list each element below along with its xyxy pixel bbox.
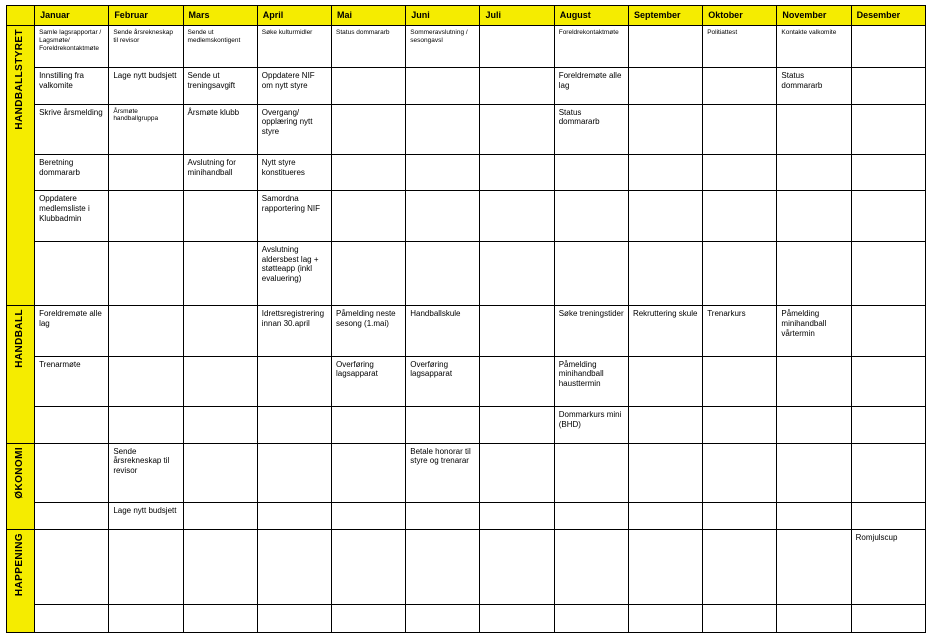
- table-row: [7, 356, 926, 406]
- cell-s0-r3-c2[interactable]: Avslutning for minihandball: [183, 154, 257, 190]
- table-row: [7, 241, 926, 305]
- cell-s1-r2-c3[interactable]: [257, 407, 331, 443]
- cell-s3-r0-c4[interactable]: [332, 530, 406, 604]
- cell-s0-r0-c2[interactable]: Sende ut medlemskontigent: [183, 26, 257, 68]
- cell-s3-r0-c8[interactable]: [628, 530, 702, 604]
- cell-s2-r0-c0[interactable]: [35, 443, 109, 503]
- cell-s0-r2-c6[interactable]: [480, 104, 554, 154]
- cell-s3-r1-c4[interactable]: [332, 604, 406, 632]
- cell-s3-r1-c0[interactable]: [35, 604, 109, 632]
- cell-s0-r0-c0[interactable]: Samle lagsrapportar / Lagsmøte/ Foreldrekontaktmøte: [35, 26, 109, 68]
- cell-s0-r4-c8[interactable]: [628, 191, 702, 241]
- cell-s1-r0-c9[interactable]: Trenarkurs: [703, 306, 777, 356]
- cell-s3-r1-c1[interactable]: [109, 604, 183, 632]
- cell-s2-r0-c6[interactable]: [480, 443, 554, 503]
- cell-s0-r4-c5[interactable]: [406, 191, 480, 241]
- cell-s0-r3-c7[interactable]: [554, 154, 628, 190]
- cell-s1-r2-c0[interactable]: [35, 407, 109, 443]
- cell-s1-r1-c11[interactable]: [851, 356, 925, 406]
- cell-s0-r5-c9[interactable]: [703, 241, 777, 305]
- cell-s2-r1-c8[interactable]: [628, 503, 702, 530]
- yearwheel-plan-sheet: [6, 5, 926, 633]
- cell-s2-r1-c11[interactable]: [851, 503, 925, 530]
- cell-s1-r2-c2[interactable]: [183, 407, 257, 443]
- cell-s0-r1-c10[interactable]: Status dommararb: [777, 68, 851, 104]
- column-header-mai: Mai: [332, 6, 406, 26]
- cell-s0-r3-c4[interactable]: [332, 154, 406, 190]
- cell-s1-r0-c10[interactable]: Påmelding minihandball vårtermin: [777, 306, 851, 356]
- cell-s2-r1-c1[interactable]: Lage nytt budsjett: [109, 503, 183, 530]
- cell-s1-r0-c5[interactable]: Handballskule: [406, 306, 480, 356]
- cell-s0-r4-c9[interactable]: [703, 191, 777, 241]
- cell-s0-r5-c6[interactable]: [480, 241, 554, 305]
- cell-s2-r0-c7[interactable]: [554, 443, 628, 503]
- cell-s0-r1-c4[interactable]: [332, 68, 406, 104]
- column-header-august: August: [554, 6, 628, 26]
- cell-s1-r0-c0[interactable]: Foreldremøte alle lag: [35, 306, 109, 356]
- cell-s0-r1-c11[interactable]: [851, 68, 925, 104]
- cell-s0-r3-c3[interactable]: Nytt styre konstitueres: [257, 154, 331, 190]
- cell-s1-r1-c4[interactable]: Overføring lagsapparat: [332, 356, 406, 406]
- cell-s0-r5-c7[interactable]: [554, 241, 628, 305]
- cell-s0-r1-c3[interactable]: Oppdatere NIF om nytt styre: [257, 68, 331, 104]
- cell-s1-r2-c7[interactable]: Dommarkurs mini (BHD): [554, 407, 628, 443]
- cell-s0-r4-c0[interactable]: Oppdatere medlemsliste i Klubbadmin: [35, 191, 109, 241]
- cell-s2-r0-c4[interactable]: [332, 443, 406, 503]
- cell-s1-r1-c3[interactable]: [257, 356, 331, 406]
- column-header-april: April: [257, 6, 331, 26]
- cell-s1-r1-c10[interactable]: [777, 356, 851, 406]
- cell-s1-r0-c3[interactable]: Idrettsregistrering innan 30.april: [257, 306, 331, 356]
- table-row: [7, 443, 926, 503]
- cell-s0-r3-c5[interactable]: [406, 154, 480, 190]
- cell-s3-r0-c7[interactable]: [554, 530, 628, 604]
- cell-s0-r5-c0[interactable]: [35, 241, 109, 305]
- cell-s0-r0-c10[interactable]: Kontakte valkomite: [777, 26, 851, 68]
- cell-s0-r3-c9[interactable]: [703, 154, 777, 190]
- table-row: [7, 530, 926, 604]
- cell-s0-r4-c10[interactable]: [777, 191, 851, 241]
- column-header-juni: Juni: [406, 6, 480, 26]
- cell-s1-r1-c1[interactable]: [109, 356, 183, 406]
- cell-s0-r5-c5[interactable]: [406, 241, 480, 305]
- cell-s3-r1-c5[interactable]: [406, 604, 480, 632]
- cell-s0-r1-c1[interactable]: Lage nytt budsjett: [109, 68, 183, 104]
- cell-s1-r2-c8[interactable]: [628, 407, 702, 443]
- cell-s0-r0-c5[interactable]: Sommeravslutning / sesongavsl: [406, 26, 480, 68]
- cell-s0-r2-c5[interactable]: [406, 104, 480, 154]
- cell-s0-r4-c6[interactable]: [480, 191, 554, 241]
- cell-s0-r2-c4[interactable]: [332, 104, 406, 154]
- table-row: [7, 604, 926, 632]
- cell-s0-r4-c11[interactable]: [851, 191, 925, 241]
- cell-s1-r0-c6[interactable]: [480, 306, 554, 356]
- cell-s2-r1-c9[interactable]: [703, 503, 777, 530]
- cell-s0-r1-c5[interactable]: [406, 68, 480, 104]
- cell-s0-r3-c10[interactable]: [777, 154, 851, 190]
- table-row: [7, 154, 926, 190]
- cell-s1-r2-c9[interactable]: [703, 407, 777, 443]
- cell-s3-r0-c2[interactable]: [183, 530, 257, 604]
- cell-s2-r0-c8[interactable]: [628, 443, 702, 503]
- cell-s2-r0-c5[interactable]: Betale honorar til styre og trenarar: [406, 443, 480, 503]
- cell-s3-r0-c11[interactable]: Romjulscup: [851, 530, 925, 604]
- table-row: [7, 407, 926, 443]
- table-row: [7, 26, 926, 68]
- cell-s1-r2-c5[interactable]: [406, 407, 480, 443]
- cell-s0-r1-c0[interactable]: Innstilling fra valkomite: [35, 68, 109, 104]
- cell-s1-r1-c8[interactable]: [628, 356, 702, 406]
- cell-s3-r0-c10[interactable]: [777, 530, 851, 604]
- cell-s1-r1-c9[interactable]: [703, 356, 777, 406]
- cell-s0-r2-c3[interactable]: Overgang/ opplæring nytt styre: [257, 104, 331, 154]
- cell-s1-r0-c2[interactable]: [183, 306, 257, 356]
- cell-s2-r1-c3[interactable]: [257, 503, 331, 530]
- section-label-3: [7, 530, 35, 633]
- section-label-text: ØKONOMI: [14, 446, 26, 499]
- column-header-januar: Januar: [35, 6, 109, 26]
- section-label-2: [7, 443, 35, 529]
- cell-s0-r3-c6[interactable]: [480, 154, 554, 190]
- cell-s0-r2-c7[interactable]: Status dommararb: [554, 104, 628, 154]
- cell-s3-r1-c6[interactable]: [480, 604, 554, 632]
- cell-s3-r1-c9[interactable]: [703, 604, 777, 632]
- cell-s1-r2-c10[interactable]: [777, 407, 851, 443]
- cell-s3-r0-c5[interactable]: [406, 530, 480, 604]
- cell-s0-r5-c1[interactable]: [109, 241, 183, 305]
- section-label-text: HANDBALL: [14, 309, 26, 369]
- cell-s0-r1-c7[interactable]: Foreldremøte alle lag: [554, 68, 628, 104]
- cell-s0-r0-c11[interactable]: [851, 26, 925, 68]
- cell-s0-r2-c1[interactable]: Årsmøte handballgruppa: [109, 104, 183, 154]
- table-row: [7, 306, 926, 356]
- cell-s0-r5-c11[interactable]: [851, 241, 925, 305]
- cell-s0-r3-c0[interactable]: Beretning dommararb: [35, 154, 109, 190]
- cell-s0-r5-c8[interactable]: [628, 241, 702, 305]
- cell-s2-r1-c0[interactable]: [35, 503, 109, 530]
- cell-s3-r0-c1[interactable]: [109, 530, 183, 604]
- month-header-row: [7, 6, 926, 26]
- table-row: [7, 104, 926, 154]
- cell-s3-r1-c8[interactable]: [628, 604, 702, 632]
- cell-s3-r1-c11[interactable]: [851, 604, 925, 632]
- cell-s1-r0-c8[interactable]: Rekruttering skule: [628, 306, 702, 356]
- cell-s1-r1-c6[interactable]: [480, 356, 554, 406]
- cell-s0-r5-c3[interactable]: Avslutning aldersbest lag + støtteapp (inkl evaluering): [257, 241, 331, 305]
- cell-s2-r1-c6[interactable]: [480, 503, 554, 530]
- cell-s0-r0-c8[interactable]: [628, 26, 702, 68]
- table-row: [7, 503, 926, 530]
- cell-s1-r0-c11[interactable]: [851, 306, 925, 356]
- cell-s2-r0-c10[interactable]: [777, 443, 851, 503]
- cell-s2-r1-c4[interactable]: [332, 503, 406, 530]
- section-label-1: [7, 306, 35, 443]
- cell-s2-r1-c10[interactable]: [777, 503, 851, 530]
- cell-s1-r0-c1[interactable]: [109, 306, 183, 356]
- column-header-juli: Juli: [480, 6, 554, 26]
- cell-s2-r0-c11[interactable]: [851, 443, 925, 503]
- section-label-text: HAPPENING: [14, 533, 26, 597]
- cell-s0-r0-c3[interactable]: Søke kulturmidler: [257, 26, 331, 68]
- cell-s1-r2-c11[interactable]: [851, 407, 925, 443]
- cell-s3-r0-c3[interactable]: [257, 530, 331, 604]
- cell-s0-r3-c1[interactable]: [109, 154, 183, 190]
- plan-body: [7, 26, 926, 633]
- cell-s0-r3-c8[interactable]: [628, 154, 702, 190]
- cell-s0-r4-c4[interactable]: [332, 191, 406, 241]
- table-corner-cell: [7, 6, 35, 26]
- cell-s0-r0-c4[interactable]: Status dommararb: [332, 26, 406, 68]
- cell-s0-r5-c2[interactable]: [183, 241, 257, 305]
- column-header-februar: Februar: [109, 6, 183, 26]
- cell-s0-r4-c3[interactable]: Samordna rapportering NIF: [257, 191, 331, 241]
- cell-s0-r1-c2[interactable]: Sende ut treningsavgift: [183, 68, 257, 104]
- cell-s0-r2-c9[interactable]: [703, 104, 777, 154]
- cell-s3-r1-c10[interactable]: [777, 604, 851, 632]
- cell-s0-r4-c2[interactable]: [183, 191, 257, 241]
- column-header-september: September: [628, 6, 702, 26]
- cell-s1-r0-c7[interactable]: Søke treningstider: [554, 306, 628, 356]
- cell-s1-r1-c0[interactable]: Trenarmøte: [35, 356, 109, 406]
- cell-s1-r2-c4[interactable]: [332, 407, 406, 443]
- cell-s1-r1-c5[interactable]: Overføring lagsapparat: [406, 356, 480, 406]
- cell-s2-r1-c2[interactable]: [183, 503, 257, 530]
- cell-s0-r2-c8[interactable]: [628, 104, 702, 154]
- cell-s0-r0-c7[interactable]: Foreldrekontaktmøte: [554, 26, 628, 68]
- cell-s3-r0-c6[interactable]: [480, 530, 554, 604]
- cell-s0-r5-c10[interactable]: [777, 241, 851, 305]
- cell-s1-r2-c1[interactable]: [109, 407, 183, 443]
- cell-s0-r1-c6[interactable]: [480, 68, 554, 104]
- cell-s2-r1-c5[interactable]: [406, 503, 480, 530]
- cell-s3-r1-c7[interactable]: [554, 604, 628, 632]
- cell-s2-r0-c9[interactable]: [703, 443, 777, 503]
- cell-s0-r1-c9[interactable]: [703, 68, 777, 104]
- cell-s3-r1-c2[interactable]: [183, 604, 257, 632]
- section-label-text: HANDBALLSTYRET: [14, 29, 26, 130]
- cell-s0-r2-c2[interactable]: Årsmøte klubb: [183, 104, 257, 154]
- cell-s3-r0-c9[interactable]: [703, 530, 777, 604]
- column-header-oktober: Oktober: [703, 6, 777, 26]
- cell-s0-r2-c11[interactable]: [851, 104, 925, 154]
- cell-s0-r4-c7[interactable]: [554, 191, 628, 241]
- cell-s0-r0-c1[interactable]: Sende årsrekneskap til revisor: [109, 26, 183, 68]
- cell-s1-r2-c6[interactable]: [480, 407, 554, 443]
- column-header-desember: Desember: [851, 6, 925, 26]
- cell-s2-r1-c7[interactable]: [554, 503, 628, 530]
- cell-s1-r1-c2[interactable]: [183, 356, 257, 406]
- cell-s0-r3-c11[interactable]: [851, 154, 925, 190]
- cell-s0-r0-c9[interactable]: Politiattest: [703, 26, 777, 68]
- cell-s1-r1-c7[interactable]: Påmelding minihandball hausttermin: [554, 356, 628, 406]
- cell-s3-r1-c3[interactable]: [257, 604, 331, 632]
- cell-s2-r0-c3[interactable]: [257, 443, 331, 503]
- column-header-november: November: [777, 6, 851, 26]
- cell-s3-r0-c0[interactable]: [35, 530, 109, 604]
- cell-s2-r0-c1[interactable]: Sende årsrekneskap til revisor: [109, 443, 183, 503]
- section-label-0: [7, 26, 35, 306]
- cell-s0-r2-c0[interactable]: Skrive årsmelding: [35, 104, 109, 154]
- cell-s0-r1-c8[interactable]: [628, 68, 702, 104]
- cell-s0-r5-c4[interactable]: [332, 241, 406, 305]
- column-header-mars: Mars: [183, 6, 257, 26]
- cell-s0-r4-c1[interactable]: [109, 191, 183, 241]
- annual-plan-table: [6, 5, 926, 633]
- cell-s1-r0-c4[interactable]: Påmelding neste sesong (1.mai): [332, 306, 406, 356]
- cell-s0-r0-c6[interactable]: [480, 26, 554, 68]
- table-row: [7, 191, 926, 241]
- cell-s0-r2-c10[interactable]: [777, 104, 851, 154]
- table-row: [7, 68, 926, 104]
- cell-s2-r0-c2[interactable]: [183, 443, 257, 503]
